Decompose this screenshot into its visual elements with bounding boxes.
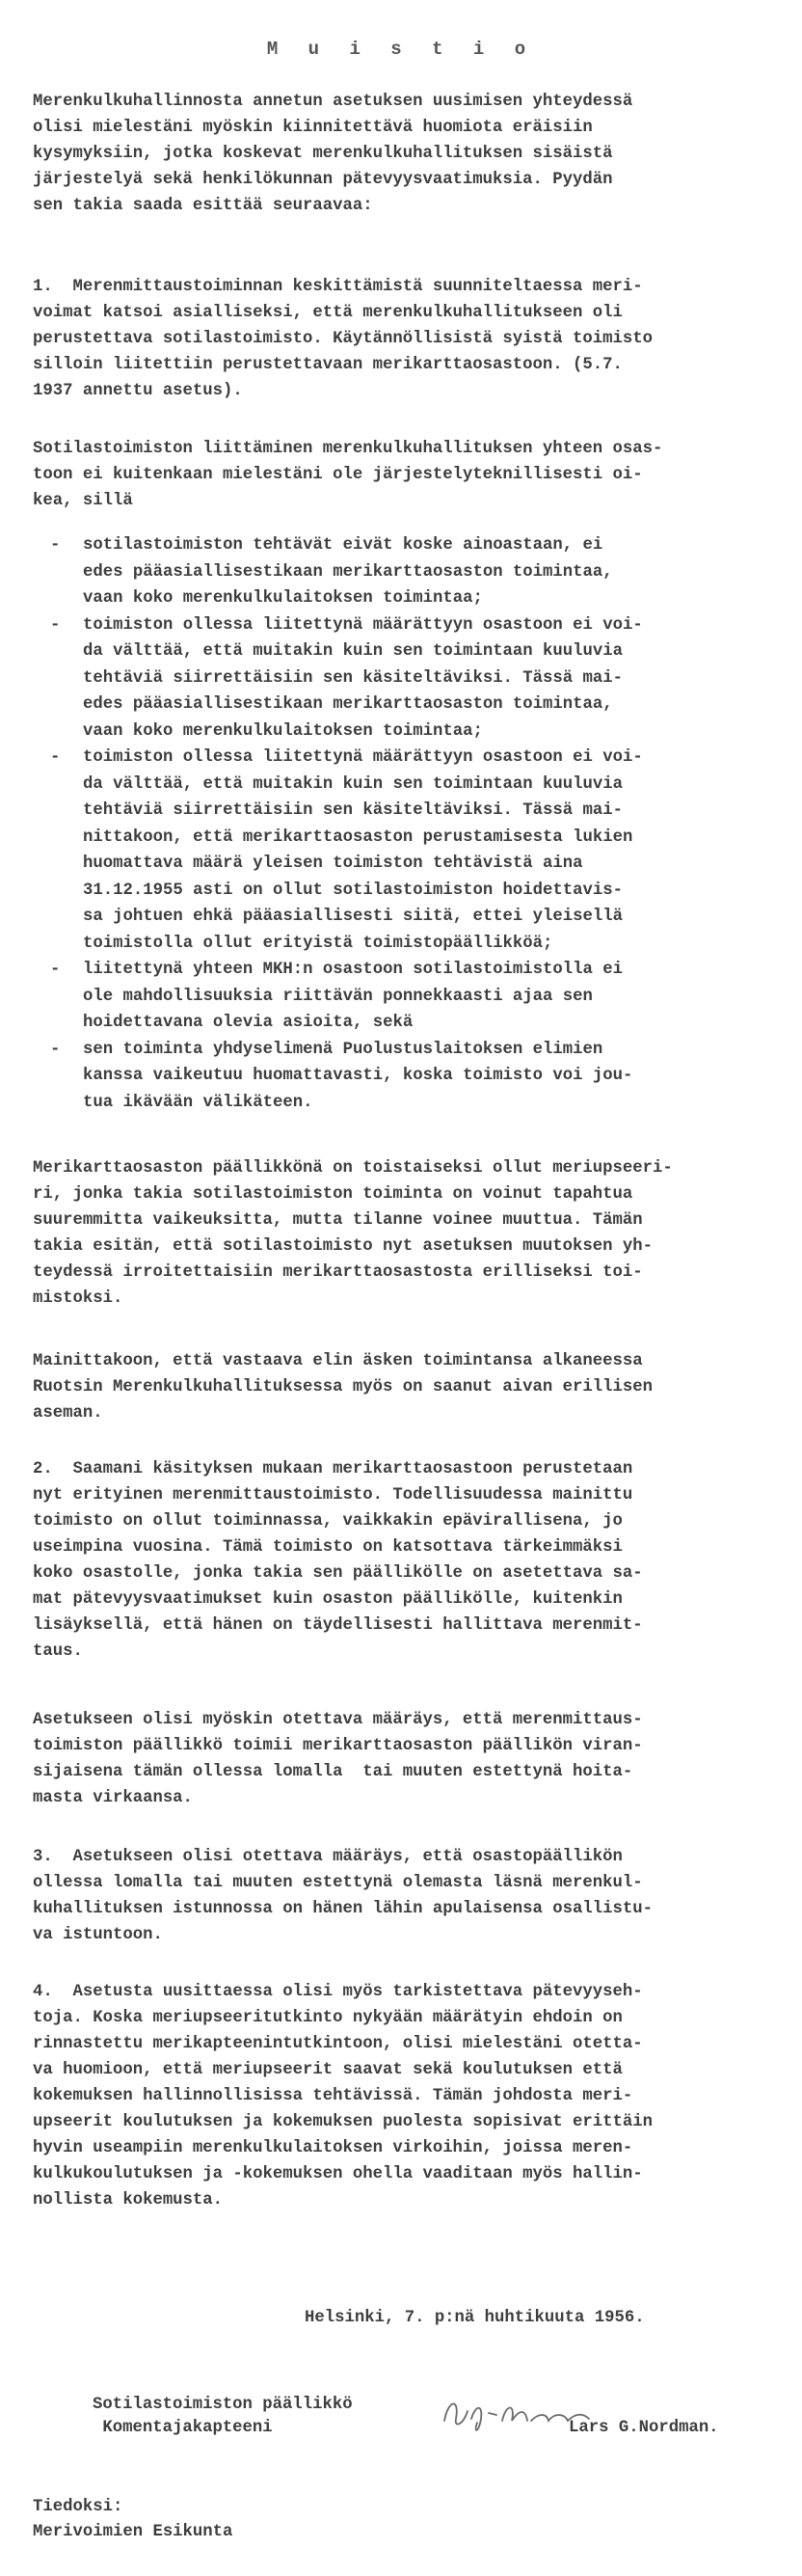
cc-recipient: Merivoimien Esikunta [33,2523,233,2541]
section-3-paragraph: 3. Asetukseen olisi otettava määräys, että osastopäällikön ollessa lomalla tai muuten estettynä olemasta läsnä merenkul- kuhallituksen istunnossa on hänen lähin apulaisensa osallistu- va istuntoon. [33,1848,653,1944]
reason-item [50,532,783,612]
section-4-paragraph: 4. Asetusta uusittaessa olisi myös tarkistettava pätevyyseh- toja. Koska meriupseeritutkinto nykyään määrätyin ehdoin on rinnastettu merikapteenintutkintoon, olisi mielestäni otetta- va huomioon, että meriupseerit saavat sekä koulutuksen että kokemuksen hallinnollisissa tehtävissä. Tämän johdosta meri- upseerit koulutuksen ja kokemuksen puolesta sopisivat erittäin hyvin useampiin merenkulkulaitoksen virkoihin, joissa meren- kulkukoulutuksen ja -kokemuksen ohella vaaditaan myös hallin- nollista kokemusta. [33,1983,653,2210]
reason-text: toimiston ollessa liitettynä määrättyyn osastoon ei voi- da välttää, että muitakin kuin sen toimintaan kuuluvia tehtäviä siirrettäisiin sen käsiteltäviksi. Tässä mai- edes pääasiallisestikaan merikarttaosaston toimintaa, vaan koko merenkulkulaitoksen toimintaa; [83,615,643,741]
reason-text: sen toiminta yhdyselimenä Puolustuslaitoksen elimien kanssa vaikeutuu huomattavasti, koska toimisto voi jou- tua ikävään välikäteen. [83,1040,633,1112]
date-line: Helsinki, 7. p:nä huhtikuuta 1956. [305,2309,645,2327]
cc-label: Tiedoksi: [33,2498,123,2516]
section-1-paragraph: 1. Merenmittaustoiminnan keskittämistä suunniteltaessa meri- voimat katsoi asialliseksi, että merenkulkuhallitukseen oli perustettava sotilastoimisto. Käytännöllisistä syistä toimisto silloin liitettiin perustettavaan merikarttaosastoon. (5.7. 1937 annettu asetus). [33,278,653,400]
section-1-continuation: Sotilastoimiston liittäminen merenkulkuhallituksen yhteen osas- toon ei kuitenkaan mielestäni ole järjestelyteknillisesti oi- kea, sillä [33,440,663,510]
intro-paragraph: Merenkulkuhallinnosta annetun asetuksen uusimisen yhteydessä olisi mielestäni myöskin kiinnitettävä huomiota eräisiin kysymyksiin, jotka koskevat merenkulkuhallituksen sisäistä järjestelyä sekä henkilökunnan pätevyysvaatimuksia. Pyydän sen takia saada esittää seuraavaa: [33,93,633,215]
bullet-dash: - [50,961,61,979]
bullet-dash: - [50,536,61,555]
reasons-list [50,532,783,1116]
reason-text: liitettynä yhteen MKH:n osastoon sotilastoimistolla ei ole mahdollisuuksia riittävän ponnekkaasti ajaa sen hoidettavana olevia asioita, sekä [83,961,624,1032]
reason-text: toimiston ollessa liitettynä määrättyyn osastoon ei voi- da välttää, että muitakin kuin sen toimintaan kuuluvia tehtäviä siirrettäisiin sen käsiteltäviksi. Tässä mai- nittakoon, että merikarttaosaston perustamisesta lukien huomattava määrä yleisen toimiston tehtävistä aina 31.12.1955 asti on ollut sotilastoimiston hoidettavis- sa johtuen ehkä pääasiallisesti siitä, ettei yleisellä toimistolla ollut erityistä toimistopäällikköä; [83,748,643,953]
sweden-note-paragraph: Mainittakoon, että vastaava elin äsken toimintansa alkaneessa Ruotsin Merenkulkuhallituksessa myös on saanut aivan erillisen aseman. [33,1352,653,1423]
signer-name: Lars G.Nordman. [569,2419,719,2437]
document-title: M u i s t i o [266,39,536,60]
reason-item [50,1037,783,1117]
bullet-dash: - [50,1040,61,1059]
bullet-dash: - [50,748,61,767]
section-1-conclusion: Merikarttaosaston päällikkönä on toistaiseksi ollut meriupseeri- ri, jonka takia sotilastoimiston toiminta on voinut tapahtua suuremmitta vaikeuksitta, mutta tilanne voinee muuttua. Tämän takia esitän, että sotilastoimisto nyt asetuksen muutoksen yh- teydessä irroitettaisiin merikarttaosastosta erilliseksi toi- mistoksi. [33,1159,673,1308]
reason-text: sotilastoimiston tehtävät eivät koske ainoastaan, ei edes pääasiallisestikaan merikarttaosaston toimintaa, vaan koko merenkulkulaitoksen toimintaa; [83,536,613,608]
section-2-paragraph: 2. Saamani käsityksen mukaan merikarttaosastoon perustetaan nyt erityinen merenmittaustoimisto. Todellisuudessa mainittu toimisto on ollut toiminnassa, vaikkakin epävirallisena, jo useimpina vuosina. Tämä toimisto on katsottava tärkeimmäksi koko osastolle, jonka takia sen päällikölle on asetettava sa- mat pätevyysvaatimukset kuin osaston päällikölle, kuitenkin lisäyksellä, että hänen on täydellisesti hallittava merenmit- taus. [33,1460,643,1661]
reason-item [50,612,783,746]
signer-title: Sotilastoimiston päällikkö Komentajakapteeni [93,2396,353,2437]
bullet-dash: - [50,615,61,635]
section-2-continuation: Asetukseen olisi myöskin otettava määräys, että merenmittaus- toimiston päällikkö toimii merikarttaosaston päällikön viran- sijaisena tämän ollessa lomalla tai muuten estettynä hoita- masta virkaansa. [33,1711,643,1807]
reason-item [50,957,783,1037]
reason-item [50,745,783,957]
